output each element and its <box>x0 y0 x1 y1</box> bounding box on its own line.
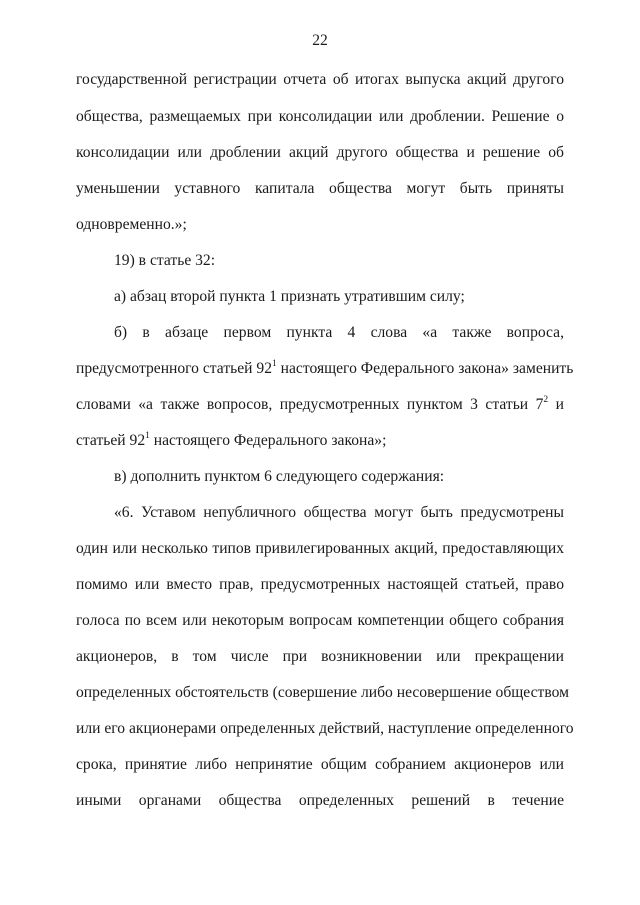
text-line: консолидации или дроблении акций другого общества и решение об <box>76 144 564 161</box>
text-segment: настоящего Федерального закона» заменить <box>276 360 574 377</box>
text-line: определенных обстоятельств (совершение либо несовершение обществом <box>76 684 569 701</box>
text-line <box>76 359 574 379</box>
text-line: общества, размещаемых при консолидации или дроблении. Решение о <box>76 108 564 125</box>
list-item: 19) в статье 32: <box>114 252 216 269</box>
text-line: голоса по всем или некоторым вопросам компетенции общего собрания <box>76 612 564 629</box>
text-line: «6. Уставом непубличного общества могут быть предусмотрены <box>114 504 564 521</box>
text-line: один или несколько типов привилегированных акций, предоставляющих <box>76 540 564 557</box>
text-line <box>76 395 564 415</box>
superscript: 1 <box>272 359 277 369</box>
text-line: иными органами общества определенных решений в течение <box>76 792 564 809</box>
text-line: помимо или вместо прав, предусмотренных настоящей статьей, право <box>76 576 564 593</box>
text-line: одновременно.»; <box>76 216 187 233</box>
list-item: в) дополнить пунктом 6 следующего содержания: <box>114 468 445 485</box>
text-segment: и <box>548 396 564 413</box>
text-line: уменьшении уставного капитала общества могут быть приняты <box>76 180 564 197</box>
text-line <box>76 431 564 451</box>
superscript: 1 <box>145 431 150 441</box>
text-segment: предусмотренного статьей 92 <box>76 360 273 377</box>
text-segment: статьей 92 <box>76 432 146 449</box>
text-segment: словами «а также вопросов, предусмотренных пунктом 3 статьи 7 <box>76 396 544 413</box>
list-item: а) абзац второй пункта 1 признать утратившим силу; <box>114 288 465 305</box>
superscript: 2 <box>543 395 549 405</box>
text-segment: настоящего Федерального закона»; <box>149 432 387 449</box>
text-line: срока, принятие либо непринятие общим собранием акционеров или <box>76 756 564 773</box>
page-number: 22 <box>312 32 328 49</box>
text-line: или его акционерами определенных действий, наступление определенного <box>76 720 574 737</box>
text-line: акционеров, в том числе при возникновении или прекращении <box>76 648 564 665</box>
list-item: б) в абзаце первом пункта 4 слова «а также вопроса, <box>114 324 564 341</box>
text-line: государственной регистрации отчета об итогах выпуска акций другого <box>76 71 564 88</box>
